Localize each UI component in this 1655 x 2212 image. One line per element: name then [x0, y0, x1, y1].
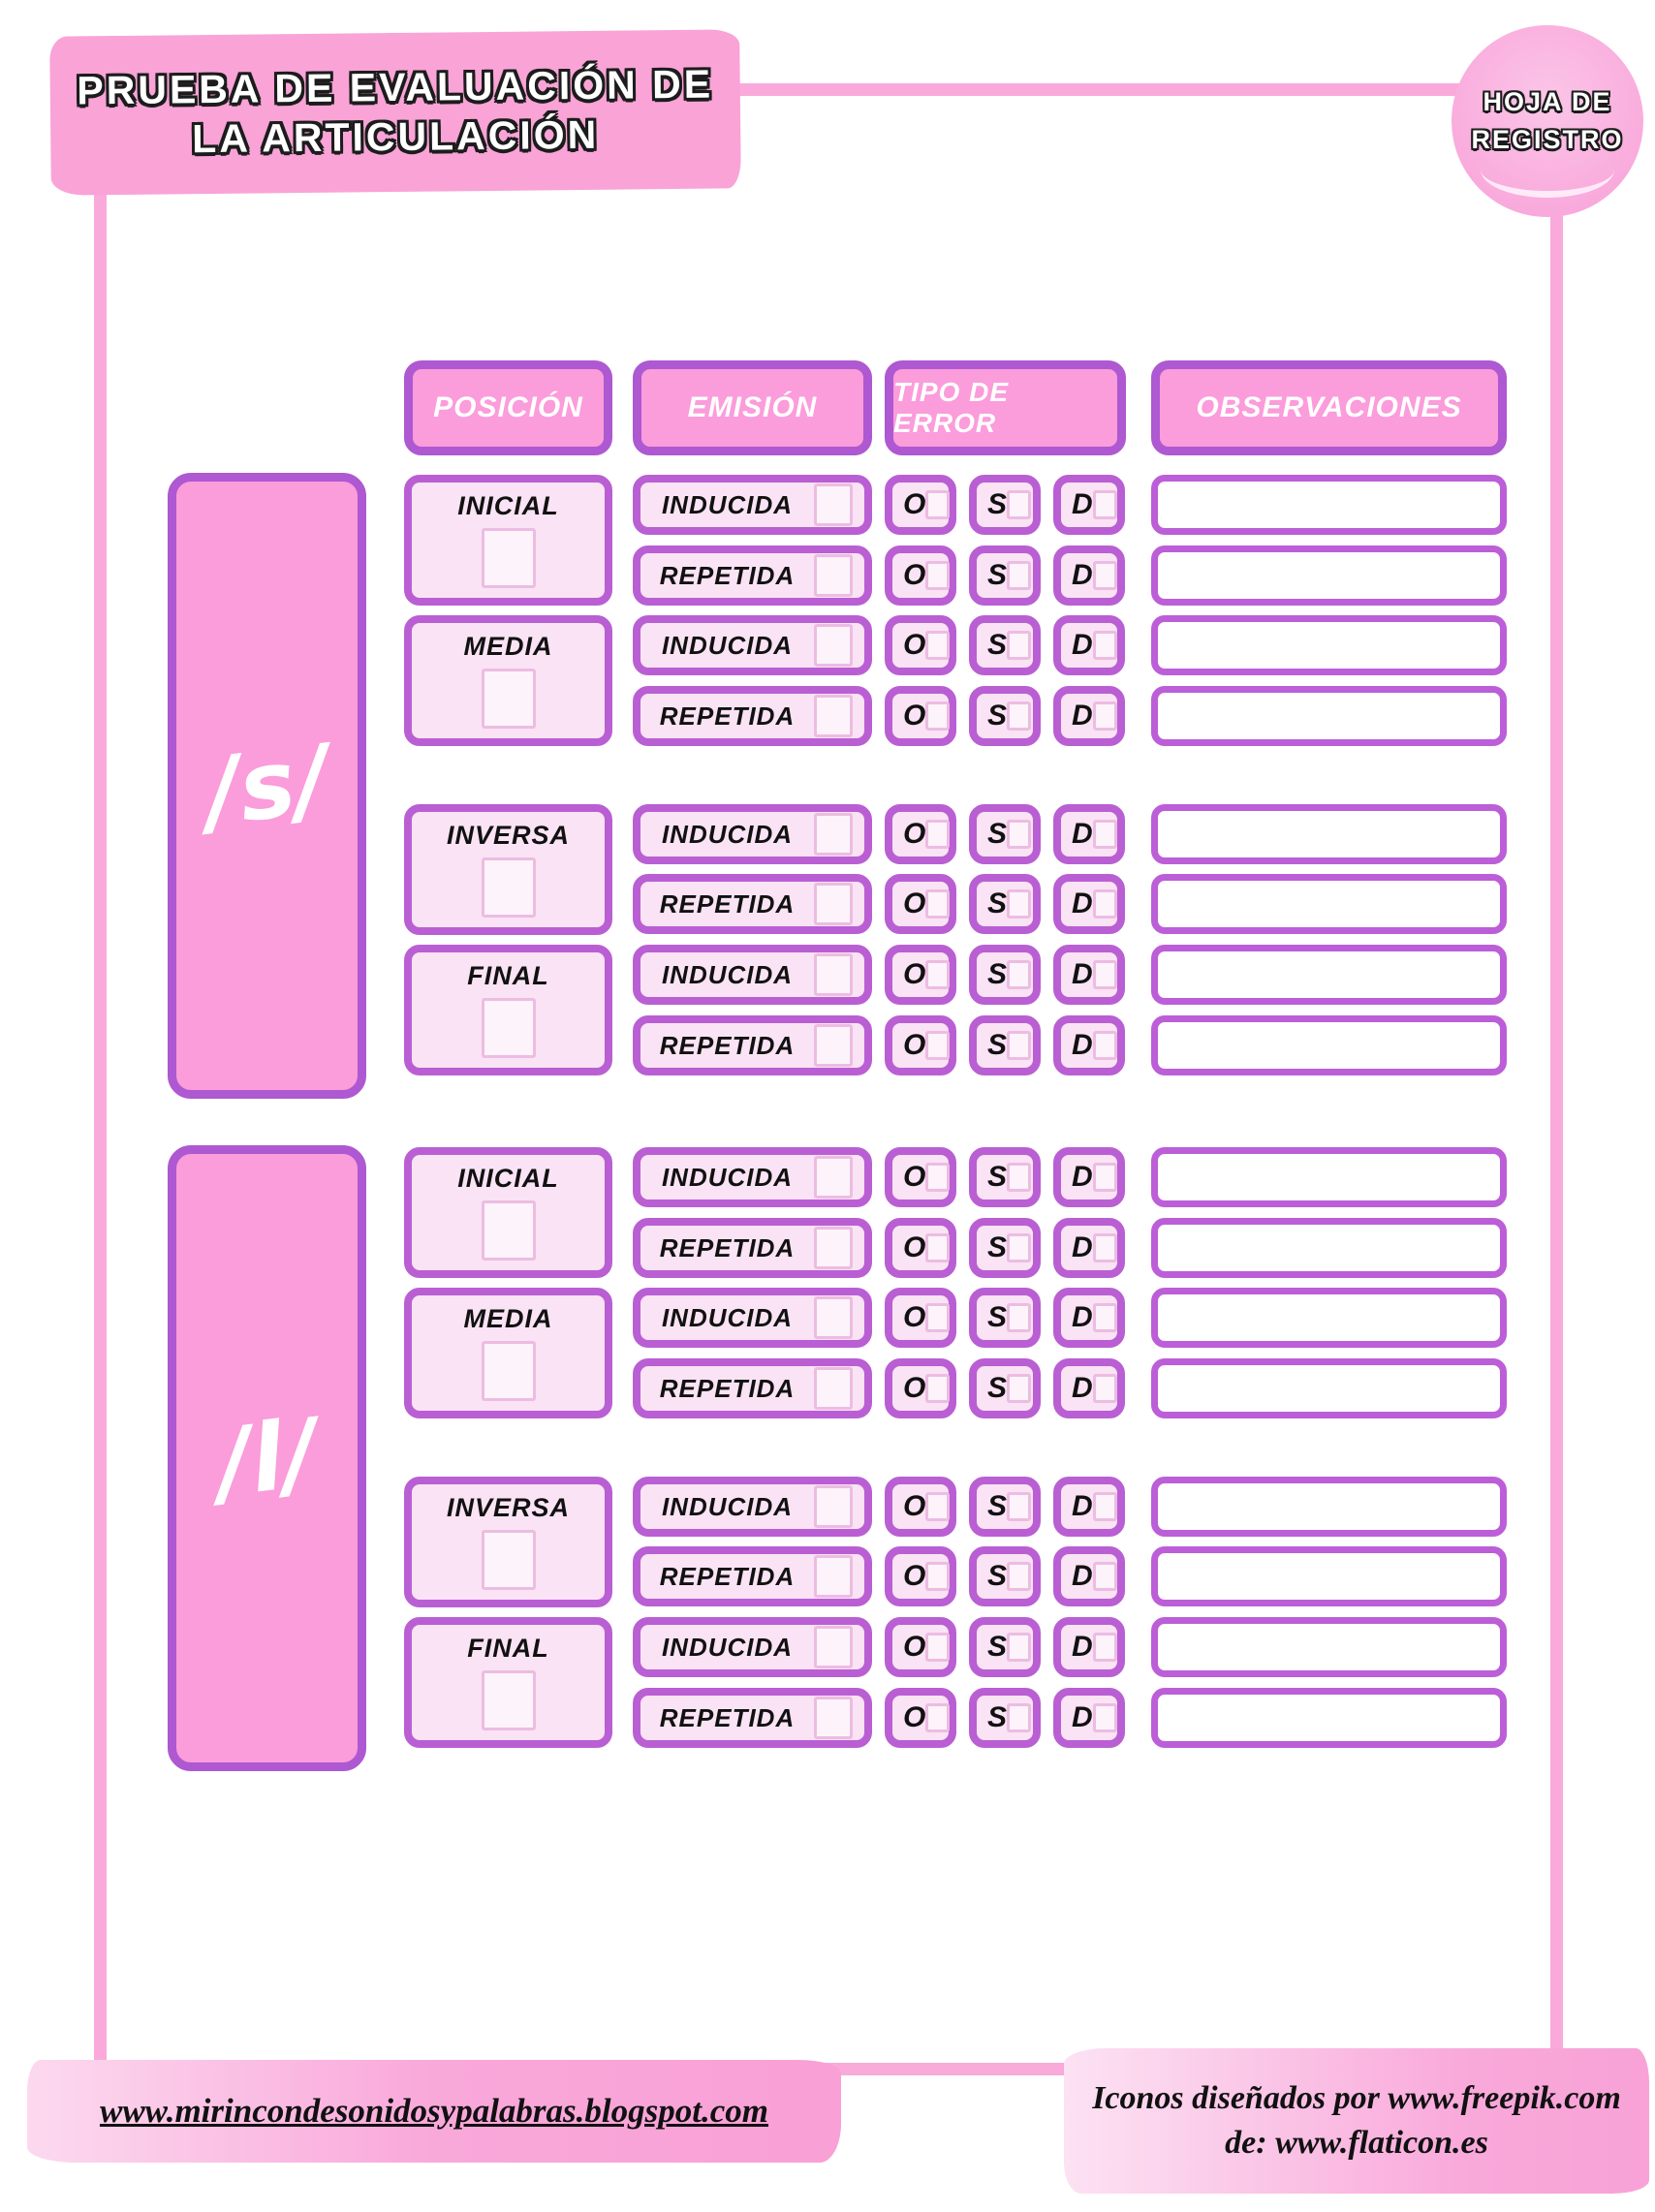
error-checkbox[interactable] — [1007, 1562, 1031, 1591]
error-checkbox[interactable] — [1093, 561, 1117, 590]
error-type-label: D — [1072, 1490, 1093, 1522]
error-checkbox[interactable] — [1007, 701, 1031, 731]
position-checkbox[interactable] — [482, 1200, 536, 1261]
error-cell — [969, 1688, 1041, 1748]
error-type-label: S — [987, 1701, 1008, 1733]
position-checkbox[interactable] — [482, 1341, 536, 1401]
error-type-label: D — [1072, 1231, 1093, 1263]
position-box — [404, 1147, 612, 1278]
error-checkbox[interactable] — [925, 1562, 950, 1591]
emission-box — [633, 1477, 872, 1537]
error-cell — [885, 1288, 956, 1348]
error-cell — [1053, 475, 1125, 535]
error-cell — [885, 945, 956, 1005]
error-checkbox[interactable] — [925, 1633, 950, 1662]
observation-field[interactable] — [1151, 1477, 1507, 1537]
error-cell — [1053, 1218, 1125, 1278]
emission-box — [633, 1015, 872, 1075]
error-type-label: O — [903, 488, 926, 520]
emission-box — [633, 874, 872, 934]
position-label: INVERSA — [446, 1493, 571, 1522]
error-type-label: O — [903, 1490, 926, 1522]
error-checkbox[interactable] — [1007, 820, 1031, 849]
error-cell — [969, 945, 1041, 1005]
emission-box — [633, 1617, 872, 1677]
emission-box — [633, 1546, 872, 1606]
observation-field[interactable] — [1151, 1288, 1507, 1348]
error-cell — [885, 1015, 956, 1075]
emission-label: REPETIDA — [659, 1373, 796, 1403]
emission-box — [633, 945, 872, 1005]
error-cell — [885, 1546, 956, 1606]
emission-label: INDUCIDA — [661, 1162, 794, 1192]
error-type-label: O — [903, 1560, 926, 1592]
phoneme-label: /s/ — [199, 724, 335, 848]
emission-label: INDUCIDA — [661, 630, 794, 660]
emission-checkbox[interactable] — [814, 624, 853, 667]
error-cell — [1053, 1288, 1125, 1348]
error-cell — [885, 686, 956, 746]
position-checkbox[interactable] — [482, 857, 536, 918]
position-checkbox[interactable] — [482, 528, 536, 588]
error-cell — [1053, 1015, 1125, 1075]
emission-checkbox[interactable] — [814, 1227, 853, 1269]
observation-field[interactable] — [1151, 475, 1507, 535]
position-label: INVERSA — [446, 821, 571, 850]
error-checkbox[interactable] — [925, 1374, 950, 1403]
position-box — [404, 615, 612, 746]
error-cell — [969, 804, 1041, 864]
error-type-label: S — [987, 1029, 1008, 1061]
observation-field[interactable] — [1151, 804, 1507, 864]
observation-field[interactable] — [1151, 1688, 1507, 1748]
error-checkbox[interactable] — [925, 1303, 950, 1332]
footer-site-brush — [27, 2060, 841, 2163]
error-type-label: D — [1072, 1029, 1093, 1061]
error-cell — [1053, 945, 1125, 1005]
error-type-label: S — [987, 700, 1008, 732]
error-checkbox[interactable] — [925, 960, 950, 989]
emission-label: REPETIDA — [659, 1561, 796, 1591]
error-cell — [1053, 686, 1125, 746]
error-checkbox[interactable] — [1007, 1492, 1031, 1521]
error-cell — [1053, 874, 1125, 934]
error-cell — [969, 1546, 1041, 1606]
error-checkbox[interactable] — [1007, 1703, 1031, 1732]
error-type-label: D — [1072, 1301, 1093, 1333]
error-type-label: O — [903, 1631, 926, 1663]
error-checkbox[interactable] — [925, 1163, 950, 1192]
error-cell — [969, 1617, 1041, 1677]
observation-field[interactable] — [1151, 1617, 1507, 1677]
position-label: FINAL — [467, 1634, 549, 1663]
error-cell — [969, 874, 1041, 934]
position-box — [404, 1477, 612, 1607]
error-cell — [885, 1688, 956, 1748]
error-type-label: O — [903, 818, 926, 850]
observation-field[interactable] — [1151, 945, 1507, 1005]
error-type-label: S — [987, 629, 1008, 661]
error-type-label: S — [987, 1631, 1008, 1663]
error-cell — [1053, 1477, 1125, 1537]
error-type-label: D — [1072, 818, 1093, 850]
position-box — [404, 1617, 612, 1748]
error-type-label: O — [903, 888, 926, 919]
error-cell — [885, 615, 956, 675]
error-cell — [969, 475, 1041, 535]
error-cell — [969, 686, 1041, 746]
error-checkbox[interactable] — [1093, 1303, 1117, 1332]
column-header-tipo-de-error-label: TIPO DE ERROR — [893, 377, 1010, 438]
position-label: MEDIA — [463, 1304, 553, 1333]
emission-label: REPETIDA — [659, 1030, 796, 1060]
error-checkbox[interactable] — [1007, 1163, 1031, 1192]
error-cell — [969, 1147, 1041, 1207]
observation-field[interactable] — [1151, 1218, 1507, 1278]
position-checkbox[interactable] — [482, 998, 536, 1058]
error-checkbox[interactable] — [925, 561, 950, 590]
error-checkbox[interactable] — [1093, 960, 1117, 989]
footer-credit-line2: de: www.flaticon.es — [1225, 2125, 1488, 2161]
emission-checkbox[interactable] — [814, 1697, 853, 1739]
error-type-label: D — [1072, 629, 1093, 661]
emission-checkbox[interactable] — [814, 483, 853, 526]
position-box — [404, 804, 612, 935]
observation-field[interactable] — [1151, 1147, 1507, 1207]
error-type-label: S — [987, 559, 1008, 591]
error-checkbox[interactable] — [925, 631, 950, 660]
error-checkbox[interactable] — [925, 820, 950, 849]
position-box — [404, 945, 612, 1075]
phoneme-box — [168, 1145, 366, 1771]
error-checkbox[interactable] — [1007, 1031, 1031, 1060]
emission-box — [633, 1358, 872, 1418]
error-cell — [969, 1288, 1041, 1348]
error-cell — [1053, 545, 1125, 606]
error-checkbox[interactable] — [925, 889, 950, 919]
error-cell — [969, 1477, 1041, 1537]
error-type-label: D — [1072, 488, 1093, 520]
emission-label: REPETIDA — [659, 1702, 796, 1732]
error-type-label: S — [987, 958, 1008, 990]
error-type-label: O — [903, 1301, 926, 1333]
error-type-label: O — [903, 700, 926, 732]
error-cell — [969, 1015, 1041, 1075]
error-cell — [885, 1617, 956, 1677]
position-label: MEDIA — [463, 632, 553, 661]
error-cell — [1053, 1688, 1125, 1748]
error-cell — [969, 1358, 1041, 1418]
error-type-label: D — [1072, 1701, 1093, 1733]
emission-checkbox[interactable] — [814, 1156, 853, 1199]
column-header-emision-label: EMISIÓN — [687, 391, 818, 423]
error-checkbox[interactable] — [1007, 631, 1031, 660]
error-type-label: S — [987, 1231, 1008, 1263]
phoneme-box — [168, 473, 366, 1099]
emission-label: INDUCIDA — [661, 1491, 794, 1521]
error-cell — [885, 1218, 956, 1278]
error-cell — [1053, 1358, 1125, 1418]
error-cell — [969, 615, 1041, 675]
phoneme-label: /l/ — [210, 1398, 324, 1518]
emission-label: REPETIDA — [659, 1232, 796, 1262]
error-checkbox[interactable] — [1093, 1233, 1117, 1262]
error-checkbox[interactable] — [1007, 1633, 1031, 1662]
error-checkbox[interactable] — [1007, 889, 1031, 919]
emission-box — [633, 475, 872, 535]
emission-checkbox[interactable] — [814, 1626, 853, 1668]
error-type-label: D — [1072, 888, 1093, 919]
error-checkbox[interactable] — [1093, 1633, 1117, 1662]
error-type-label: S — [987, 488, 1008, 520]
error-type-label: O — [903, 1161, 926, 1193]
position-checkbox[interactable] — [482, 669, 536, 729]
error-type-label: D — [1072, 1560, 1093, 1592]
error-cell — [969, 545, 1041, 606]
error-cell — [1053, 1546, 1125, 1606]
emission-checkbox[interactable] — [814, 883, 853, 925]
observation-field[interactable] — [1151, 686, 1507, 746]
error-type-label: S — [987, 1301, 1008, 1333]
emission-box — [633, 545, 872, 606]
error-checkbox[interactable] — [1007, 490, 1031, 519]
emission-checkbox[interactable] — [814, 1485, 853, 1528]
emission-checkbox[interactable] — [814, 1296, 853, 1339]
error-type-label: D — [1072, 1372, 1093, 1404]
page-title-line2: LA ARTICULACIÓN — [192, 111, 600, 162]
error-type-label: O — [903, 1029, 926, 1061]
error-cell — [1053, 1147, 1125, 1207]
error-type-label: S — [987, 1560, 1008, 1592]
error-checkbox[interactable] — [1093, 701, 1117, 731]
error-type-label: D — [1072, 700, 1093, 732]
error-cell — [885, 874, 956, 934]
error-type-label: S — [987, 818, 1008, 850]
position-checkbox[interactable] — [482, 1670, 536, 1730]
error-type-label: O — [903, 559, 926, 591]
emission-label: INDUCIDA — [661, 489, 794, 519]
emission-label: INDUCIDA — [661, 959, 794, 989]
observation-field[interactable] — [1151, 1015, 1507, 1075]
error-checkbox[interactable] — [925, 701, 950, 731]
emission-checkbox[interactable] — [814, 1024, 853, 1067]
error-cell — [885, 1477, 956, 1537]
error-checkbox[interactable] — [1093, 1031, 1117, 1060]
footer-credit-brush — [1064, 2048, 1649, 2194]
error-checkbox[interactable] — [1007, 1303, 1031, 1332]
observation-field[interactable] — [1151, 1358, 1507, 1418]
error-type-label: O — [903, 1231, 926, 1263]
error-checkbox[interactable] — [1093, 1374, 1117, 1403]
badge-line2: REGISTRO — [1471, 125, 1624, 154]
error-checkbox[interactable] — [925, 1233, 950, 1262]
emission-label: REPETIDA — [659, 560, 796, 590]
column-header-posicion-label: POSICIÓN — [433, 391, 583, 423]
error-type-label: D — [1072, 958, 1093, 990]
emission-label: REPETIDA — [659, 888, 796, 919]
column-header-observaciones-label: OBSERVACIONES — [1196, 391, 1462, 423]
error-checkbox[interactable] — [1093, 1562, 1117, 1591]
error-type-label: O — [903, 958, 926, 990]
emission-box — [633, 1288, 872, 1348]
error-checkbox[interactable] — [1093, 820, 1117, 849]
position-checkbox[interactable] — [482, 1530, 536, 1590]
position-box — [404, 475, 612, 606]
error-cell — [885, 545, 956, 606]
emission-label: INDUCIDA — [661, 1302, 794, 1332]
observation-field[interactable] — [1151, 1546, 1507, 1606]
error-cell — [1053, 1617, 1125, 1677]
error-checkbox[interactable] — [1007, 960, 1031, 989]
error-type-label: S — [987, 1372, 1008, 1404]
error-cell — [885, 804, 956, 864]
emission-checkbox[interactable] — [814, 1367, 853, 1410]
observation-field[interactable] — [1151, 545, 1507, 606]
error-checkbox[interactable] — [1093, 1492, 1117, 1521]
position-box — [404, 1288, 612, 1418]
badge-line1: HOJA DE — [1483, 87, 1612, 116]
emission-label: INDUCIDA — [661, 819, 794, 849]
observation-field[interactable] — [1151, 874, 1507, 934]
emission-box — [633, 1147, 872, 1207]
error-cell — [885, 1358, 956, 1418]
error-type-label: S — [987, 888, 1008, 919]
footer-credit-line1: Iconos diseñados por www.freepik.com — [1092, 2080, 1621, 2116]
error-checkbox[interactable] — [925, 490, 950, 519]
emission-checkbox[interactable] — [814, 695, 853, 737]
error-checkbox[interactable] — [1007, 1374, 1031, 1403]
error-type-label: O — [903, 629, 926, 661]
footer-site-link[interactable]: www.mirincondesonidosypalabras.blogspot.com — [99, 2092, 769, 2130]
error-checkbox[interactable] — [925, 1703, 950, 1732]
emission-box — [633, 1688, 872, 1748]
emission-checkbox[interactable] — [814, 953, 853, 996]
observation-field[interactable] — [1151, 615, 1507, 675]
emission-box — [633, 686, 872, 746]
error-cell — [1053, 804, 1125, 864]
emission-checkbox[interactable] — [814, 554, 853, 597]
error-checkbox[interactable] — [1093, 1703, 1117, 1732]
error-cell — [885, 475, 956, 535]
error-type-label: S — [987, 1161, 1008, 1193]
error-checkbox[interactable] — [1007, 1233, 1031, 1262]
error-type-label: O — [903, 1372, 926, 1404]
emission-checkbox[interactable] — [814, 813, 853, 856]
error-checkbox[interactable] — [1093, 490, 1117, 519]
error-cell — [969, 1218, 1041, 1278]
emission-label: REPETIDA — [659, 701, 796, 731]
error-checkbox[interactable] — [925, 1492, 950, 1521]
position-label: INICIAL — [457, 1164, 559, 1193]
position-label: FINAL — [467, 961, 549, 990]
emission-box — [633, 1218, 872, 1278]
error-checkbox[interactable] — [1007, 561, 1031, 590]
error-type-label: D — [1072, 559, 1093, 591]
position-label: INICIAL — [457, 491, 559, 520]
error-checkbox[interactable] — [1093, 631, 1117, 660]
error-type-label: D — [1072, 1161, 1093, 1193]
error-checkbox[interactable] — [1093, 1163, 1117, 1192]
error-checkbox[interactable] — [1093, 889, 1117, 919]
emission-label: INDUCIDA — [661, 1632, 794, 1662]
error-checkbox[interactable] — [925, 1031, 950, 1060]
error-cell — [885, 1147, 956, 1207]
emission-checkbox[interactable] — [814, 1555, 853, 1598]
page-title-line1: PRUEBA DE EVALUACIÓN DE — [77, 61, 714, 113]
error-type-label: S — [987, 1490, 1008, 1522]
error-type-label: O — [903, 1701, 926, 1733]
emission-box — [633, 804, 872, 864]
emission-box — [633, 615, 872, 675]
error-type-label: D — [1072, 1631, 1093, 1663]
error-cell — [1053, 615, 1125, 675]
